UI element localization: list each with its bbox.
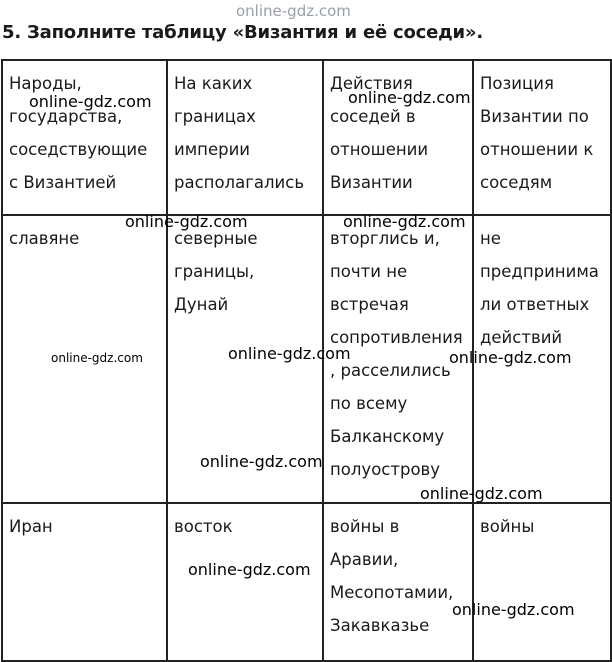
cell-text-line: по всему — [330, 394, 408, 413]
header-text-line: отношении — [330, 140, 429, 159]
watermark: online-gdz.com — [343, 212, 466, 231]
cell-text-line: действий — [480, 328, 563, 347]
watermark: online-gdz.com — [200, 452, 323, 471]
header-text-line: Византии по — [480, 107, 589, 126]
cell-text-line: войны в — [330, 517, 400, 536]
header-text-line: границах — [174, 107, 256, 126]
watermark: online-gdz.com — [452, 600, 575, 619]
cell-text-line: предпринима — [480, 262, 599, 281]
watermark: online-gdz.com — [188, 560, 311, 579]
cell-text-line: ли ответных — [480, 295, 590, 314]
cell-text-line: славяне — [9, 229, 80, 248]
header-text-line: соседей в — [330, 107, 416, 126]
header-cell-position — [473, 60, 611, 215]
cell-text-line: Балканскому — [330, 427, 445, 446]
watermark: online-gdz.com — [228, 344, 351, 363]
watermark: online-gdz.com — [51, 351, 143, 365]
table-header-row — [2, 60, 611, 215]
cell-text-line: сопротивления — [330, 328, 463, 347]
cell-text-line: войны — [480, 517, 535, 536]
watermark: online-gdz.com — [420, 484, 543, 503]
cell-position — [473, 503, 611, 661]
header-text-line: отношении к — [480, 140, 594, 159]
header-text-line: соседствующие — [9, 140, 148, 159]
header-text-line: с Византией — [9, 173, 117, 192]
cell-people — [2, 503, 167, 661]
header-text-line: государства, — [9, 107, 123, 126]
cell-text-line: Закавказье — [330, 616, 430, 635]
header-cell-borders — [167, 60, 323, 215]
header-text-line: империи — [174, 140, 251, 159]
table-row — [2, 503, 611, 661]
cell-text-line: восток — [174, 517, 233, 536]
header-text-line: соседям — [480, 173, 553, 192]
cell-text-line: вторглись и, — [330, 229, 440, 248]
header-text-line: Народы, — [9, 74, 82, 93]
cell-text-line: не — [480, 229, 501, 248]
cell-borders — [167, 503, 323, 661]
header-text-line: На каких — [174, 74, 253, 93]
cell-text-line: Дунай — [174, 295, 229, 314]
cell-text-line: , расселились — [330, 361, 451, 380]
header-cell-peoples — [2, 60, 167, 215]
header-text-line: Позиция — [480, 74, 554, 93]
watermark: online-gdz.com — [29, 92, 152, 111]
header-text-line: Действия — [330, 74, 413, 93]
watermark-top: online-gdz.com — [236, 2, 351, 20]
cell-text-line: Аравии, — [330, 550, 399, 569]
cell-text-line: северные — [174, 229, 258, 248]
cell-text-line: полуострову — [330, 460, 441, 479]
cell-text-line: почти не — [330, 262, 408, 281]
header-text-line: располагались — [174, 173, 305, 192]
cell-text-line: границы, — [174, 262, 255, 281]
cell-actions — [323, 503, 473, 661]
watermark: online-gdz.com — [348, 88, 471, 107]
task-title: 5. Заполните таблицу «Византия и её соседи». — [2, 22, 483, 43]
header-text-line: Византии — [330, 173, 413, 192]
cell-text-line: Иран — [9, 517, 53, 536]
cell-text-line: Месопотамии, — [330, 583, 454, 602]
watermark: online-gdz.com — [125, 212, 248, 231]
cell-text-line: встречая — [330, 295, 409, 314]
header-cell-actions — [323, 60, 473, 215]
watermark: online-gdz.com — [449, 348, 572, 367]
